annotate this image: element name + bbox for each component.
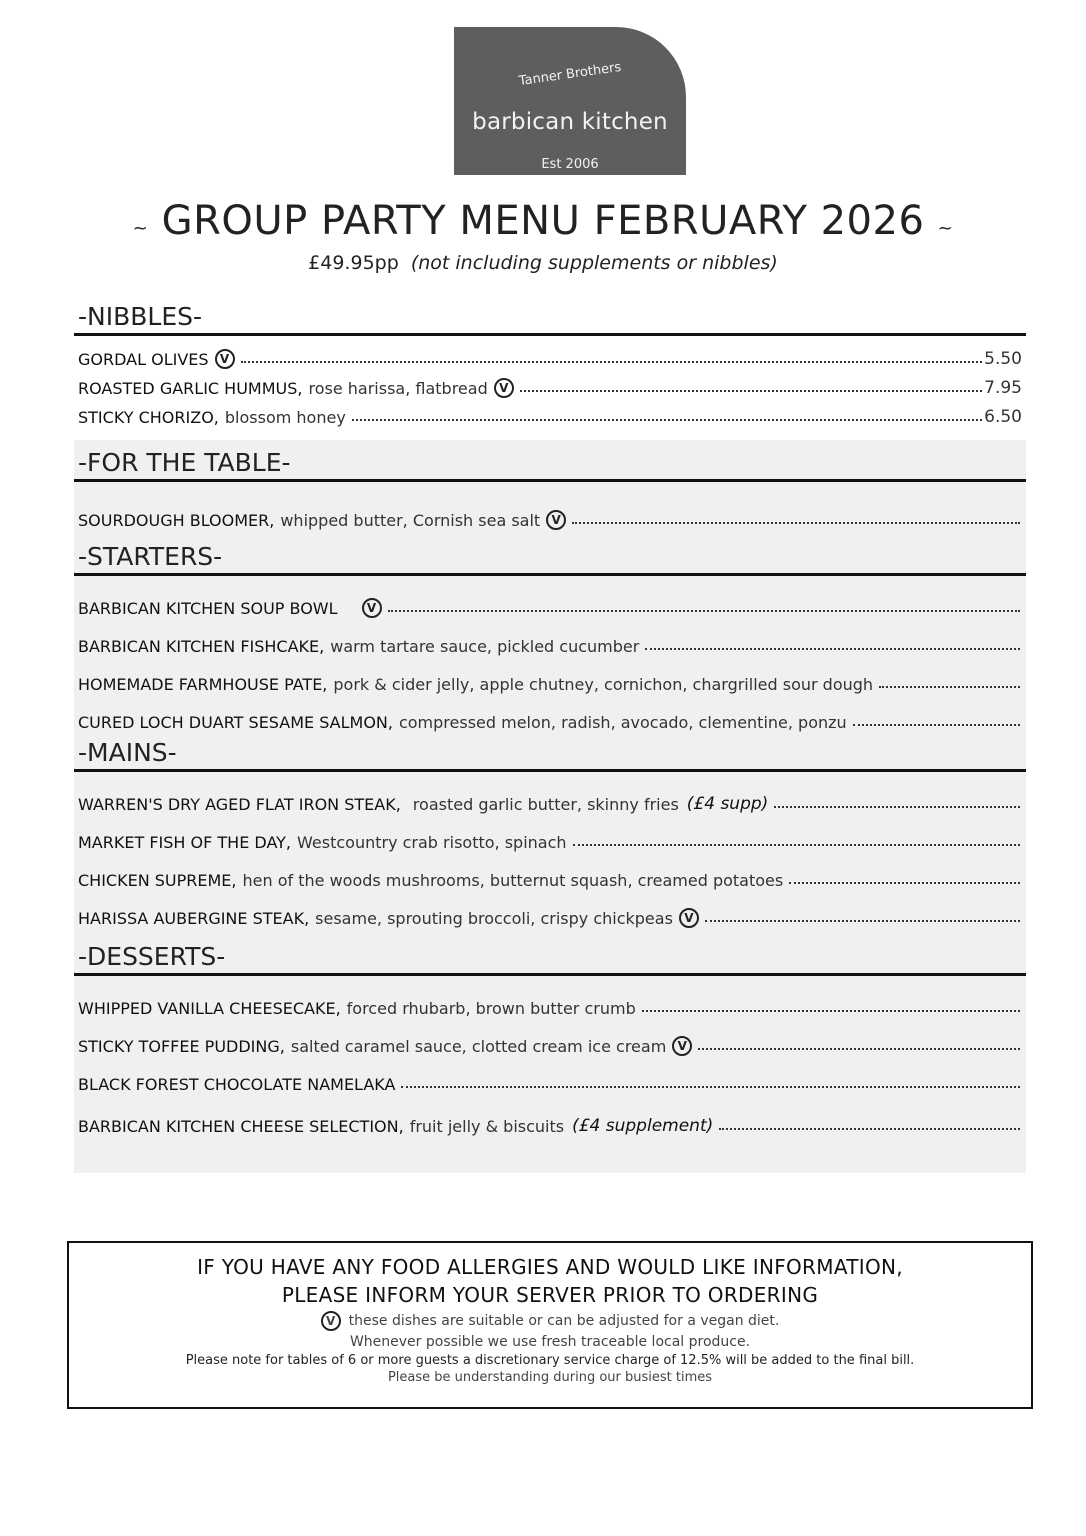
menu-title-text: GROUP PARTY MENU FEBRUARY 2026 <box>161 198 925 244</box>
restaurant-logo <box>454 27 686 175</box>
vegan-note: these dishes are suitable or can be adjusted for a vegan diet. <box>348 1313 780 1329</box>
menu-price: £49.95pp <box>308 252 399 274</box>
vegan-note-row <box>69 1311 1031 1331</box>
section-heading: -STARTERS- <box>74 530 1026 576</box>
menu-item <box>78 398 1022 427</box>
item-desc: warm tartare sauce, pickled cucumber <box>330 637 640 656</box>
section-heading: -NIBBLES- <box>74 298 1026 336</box>
item-desc: forced rhubarb, brown butter crumb <box>346 999 636 1018</box>
dot-leader <box>388 610 1020 612</box>
allergy-line-1: IF YOU HAVE ANY FOOD ALLERGIES AND WOULD LIKE INFORMATION, <box>197 1255 903 1279</box>
dot-leader <box>719 1128 1020 1130</box>
section-starters <box>74 530 1026 732</box>
menu-item <box>78 776 1022 814</box>
logo-est: Est 2006 <box>541 157 599 172</box>
item-name: CHICKEN SUPREME, <box>78 871 237 890</box>
menu-item <box>78 694 1022 732</box>
dot-leader <box>774 806 1020 808</box>
vegan-leaf-icon: V <box>672 1036 692 1056</box>
item-name: BARBICAN KITCHEN FISHCAKE, <box>78 637 325 656</box>
section-for-the-table <box>74 440 1026 530</box>
dot-leader <box>645 648 1020 650</box>
item-name: GORDAL OLIVES <box>78 350 209 369</box>
menu-item <box>78 340 1022 369</box>
dot-leader <box>572 522 1020 524</box>
section-nibbles <box>74 298 1026 427</box>
item-desc: sesame, sprouting broccoli, crispy chickpeas <box>315 909 673 928</box>
dot-leader <box>352 419 982 421</box>
item-desc: hen of the woods mushrooms, butternut squash, creamed potatoes <box>242 871 784 890</box>
dot-leader <box>853 724 1020 726</box>
menu-item <box>78 1094 1022 1136</box>
dot-leader <box>241 361 983 363</box>
vegan-leaf-icon: V <box>321 1311 341 1331</box>
dot-leader <box>573 844 1020 846</box>
item-name: BLACK FOREST CHOCOLATE NAMELAKA <box>78 1075 396 1094</box>
menu-item <box>78 980 1022 1018</box>
item-price: 7.95 <box>984 378 1022 398</box>
allergy-notice <box>67 1241 1033 1409</box>
item-desc: pork & cider jelly, apple chutney, cornichon, chargrilled sour dough <box>333 675 874 694</box>
menu-title <box>0 198 1086 244</box>
section-heading: -DESSERTS- <box>74 928 1026 976</box>
item-desc: rose harissa, flatbread <box>308 379 488 398</box>
vegan-leaf-icon: V <box>679 908 699 928</box>
item-desc: salted caramel sauce, clotted cream ice cream <box>290 1037 667 1056</box>
menu-item <box>78 656 1022 694</box>
vegan-leaf-icon: V <box>362 598 382 618</box>
menu-item <box>78 1056 1022 1094</box>
dot-leader <box>705 920 1020 922</box>
title-tilde-left: ~ <box>132 218 149 239</box>
item-desc: whipped butter, Cornish sea salt <box>280 511 541 530</box>
vegan-leaf-icon: V <box>494 378 514 398</box>
logo-top-text: Tanner Brothers <box>517 59 623 90</box>
item-name: BARBICAN KITCHEN CHEESE SELECTION, <box>78 1117 404 1136</box>
menu-item <box>78 814 1022 852</box>
item-desc: compressed melon, radish, avocado, clementine, ponzu <box>398 713 847 732</box>
item-name: BARBICAN KITCHEN SOUP BOWL <box>78 599 338 618</box>
title-tilde-right: ~ <box>937 218 954 239</box>
dot-leader <box>789 882 1020 884</box>
menu-price-line <box>0 252 1086 274</box>
local-produce-note: Whenever possible we use fresh traceable local produce. <box>349 1334 751 1350</box>
dot-leader <box>642 1010 1020 1012</box>
menu-item <box>78 852 1022 890</box>
logo-name: barbican kitchen <box>472 109 668 135</box>
item-desc: Westcountry crab risotto, spinach <box>297 833 567 852</box>
allergy-line-2: PLEASE INFORM YOUR SERVER PRIOR TO ORDERING <box>281 1283 819 1307</box>
item-name: STICKY TOFFEE PUDDING, <box>78 1037 285 1056</box>
menu-item <box>78 1018 1022 1056</box>
item-name: SOURDOUGH BLOOMER, <box>78 511 275 530</box>
dot-leader <box>879 686 1020 688</box>
dot-leader <box>401 1086 1020 1088</box>
vegan-leaf-icon: V <box>215 349 235 369</box>
section-mains <box>74 732 1026 928</box>
menu-item <box>78 618 1022 656</box>
service-charge-note: Please note for tables of 6 or more guests a discretionary service charge of 12.5% will be added to the final bill. <box>185 1353 915 1368</box>
item-price: 5.50 <box>984 349 1022 369</box>
section-heading: -MAINS- <box>74 732 1026 772</box>
menu-item <box>78 580 1022 618</box>
item-desc: roasted garlic butter, skinny fries <box>412 795 679 814</box>
vegan-leaf-icon: V <box>546 510 566 530</box>
busy-times-note: Please be understanding during our busiest times <box>387 1370 713 1385</box>
menu-item <box>78 369 1022 398</box>
item-desc: blossom honey <box>224 408 346 427</box>
item-desc: fruit jelly & biscuits <box>409 1117 565 1136</box>
section-desserts <box>74 928 1026 1136</box>
section-heading: -FOR THE TABLE- <box>74 440 1026 482</box>
dot-leader <box>520 390 982 392</box>
item-supplement: (£4 supp) <box>686 794 769 814</box>
item-name: ROASTED GARLIC HUMMUS, <box>78 379 303 398</box>
dot-leader <box>698 1048 1020 1050</box>
item-name: HARISSA AUBERGINE STEAK, <box>78 909 310 928</box>
item-name: WHIPPED VANILLA CHEESECAKE, <box>78 999 341 1018</box>
item-name: MARKET FISH OF THE DAY, <box>78 833 292 852</box>
item-supplement: (£4 supplement) <box>572 1116 714 1136</box>
item-name: WARREN'S DRY AGED FLAT IRON STEAK, <box>78 795 401 814</box>
menu-item <box>78 486 1022 530</box>
item-name: CURED LOCH DUART SESAME SALMON, <box>78 713 393 732</box>
item-name: HOMEMADE FARMHOUSE PATE, <box>78 675 328 694</box>
menu-item <box>78 890 1022 928</box>
menu-courses <box>74 440 1026 1173</box>
item-name: STICKY CHORIZO, <box>78 408 219 427</box>
item-price: 6.50 <box>984 407 1022 427</box>
menu-price-note: (not including supplements or nibbles) <box>410 252 778 274</box>
